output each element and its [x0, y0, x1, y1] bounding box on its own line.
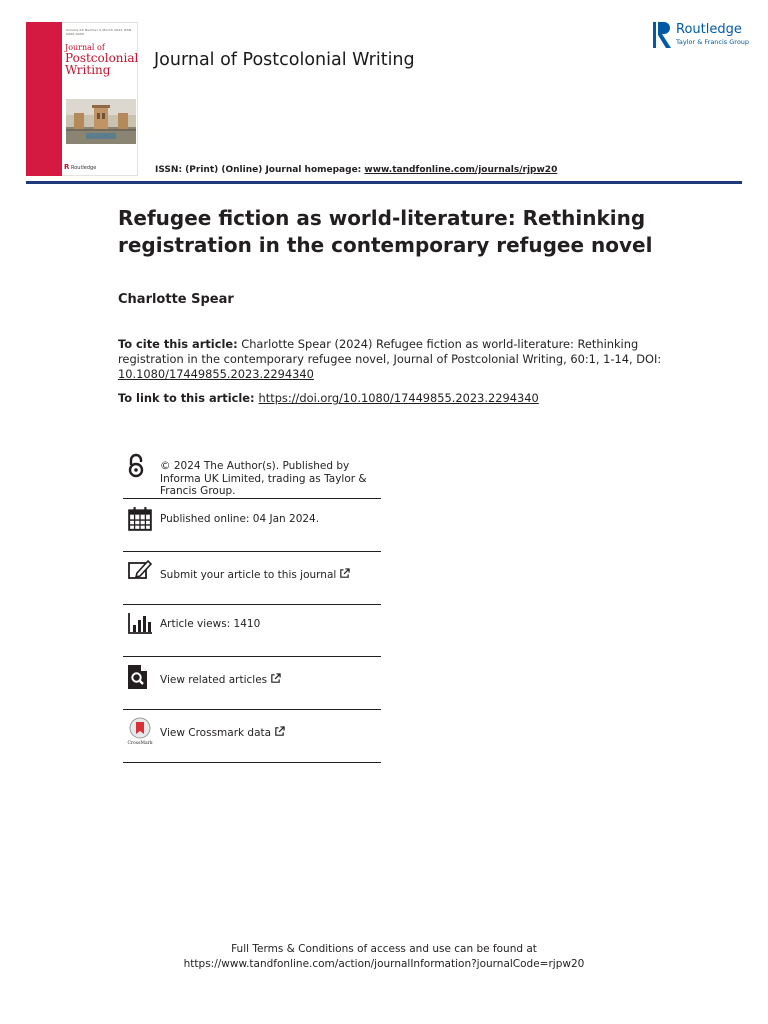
open-access-notice: © 2024 The Author(s). Published by Informa UK Limited, trading as Taylor & Francis Group. [160, 460, 367, 497]
journal-homepage-link[interactable]: www.tandfonline.com/journals/rjpw20 [364, 165, 558, 175]
related-articles-link[interactable]: View related articles [160, 673, 385, 687]
article-views: Article views: 1410 [160, 618, 261, 630]
journal-title: Journal of Postcolonial Writing [154, 50, 415, 70]
cite-doi-link[interactable]: 10.1080/17449855.2023.2294340 [118, 367, 314, 381]
external-link-icon [339, 568, 350, 579]
info-divider [123, 656, 381, 657]
cover-title-line1: Journal of [65, 43, 105, 52]
submit-article-link[interactable]: Submit your article to this journal [160, 568, 385, 582]
terms-footer [0, 942, 768, 972]
terms-text: Full Terms & Conditions of access and use can be found at [231, 943, 537, 955]
crossmark-badge-text: CrossMark [127, 741, 153, 745]
cite-label: To cite this article: [118, 337, 238, 351]
open-access-icon [124, 453, 150, 479]
info-divider [123, 709, 381, 710]
edit-icon[interactable] [127, 558, 153, 584]
published-date: Published online: 04 Jan 2024. [160, 513, 320, 525]
cover-red-band [26, 22, 62, 176]
bar-chart-icon [127, 610, 153, 636]
related-articles-icon[interactable] [127, 664, 153, 690]
article-link-block [118, 391, 678, 406]
cover-publisher: R Routledge [64, 163, 97, 171]
cover-issue-line: Volume 00 Number 0 Month 2024 ISSN 0000-0000 [66, 28, 132, 36]
issn-text: ISSN: (Print) (Online) Journal homepage: [155, 165, 365, 175]
external-link-icon [274, 726, 285, 737]
article-title: Refugee fiction as world-literature: Rethinking registration in the contemporary refugee novel [118, 206, 653, 257]
cite-text: Charlotte Spear (2024) Refugee fiction as world-literature: Rethinking registration in the contemporary refugee novel, Journal of Postcolonial Writing, 60:1, 1-14, DOI: [118, 337, 662, 366]
external-link-icon [270, 673, 281, 684]
crossmark-icon[interactable] [127, 717, 153, 745]
cover-title [65, 44, 137, 76]
info-divider [123, 551, 381, 552]
cover-title-line2: Postcolonial [65, 51, 139, 65]
article-doi-link[interactable]: https://doi.org/10.1080/17449855.2023.2294340 [258, 391, 539, 405]
publisher-tagline: Taylor & Francis Group [676, 38, 750, 46]
publisher-name: Routledge [676, 22, 742, 37]
link-label: To link to this article: [118, 391, 255, 405]
header-rule [26, 181, 742, 184]
citation-block [118, 337, 678, 382]
article-author: Charlotte Spear [118, 292, 234, 307]
terms-link[interactable]: https://www.tandfonline.com/action/journalInformation?journalCode=rjpw20 [183, 958, 585, 970]
info-divider [123, 604, 381, 605]
calendar-icon [127, 506, 153, 532]
cover-title-line3: Writing [65, 63, 111, 77]
issn-line [155, 165, 557, 175]
info-divider [123, 498, 381, 499]
cover-photo [66, 99, 136, 144]
crossmark-link[interactable]: View Crossmark data [160, 726, 385, 740]
info-divider [123, 762, 381, 763]
